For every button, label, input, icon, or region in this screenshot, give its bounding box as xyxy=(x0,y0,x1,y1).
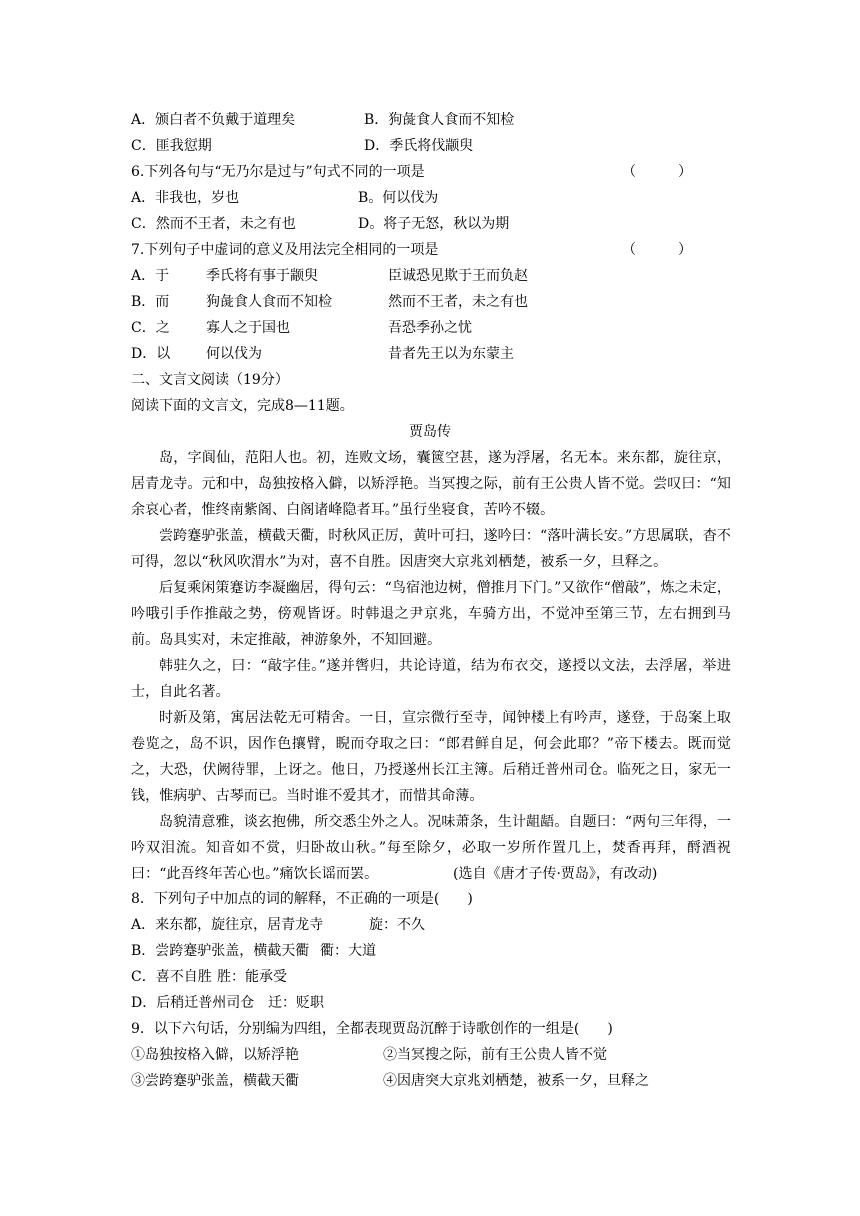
q6-answer-paren: （ ） xyxy=(622,164,692,180)
passage-paragraph-2: 尝跨蹇驴张盖，横截天衢，时秋风正厉，黄叶可扫，遂吟曰：“落叶满长安。”方思属联，杳不可得，忽以“秋风吹渭水”为对，喜不自胜。因唐突大京兆刘栖楚，被系一夕，旦释之。 xyxy=(131,528,731,570)
q6-option-row-1 xyxy=(131,189,439,207)
q6-option-row-2 xyxy=(131,215,510,233)
q7-row-a-label: A．于 xyxy=(131,268,170,284)
q5-option-c: C．匪我愆期 xyxy=(131,138,212,154)
q5-option-d: D．季氏将伐颛臾 xyxy=(364,138,474,154)
q7-row-b-left: 狗彘食人食而不知检 xyxy=(206,294,332,310)
passage-paragraph-3: 后复乘闲策蹇访李凝幽居，得句云：“鸟宿池边树，僧推月下门。”又欲作“僧敲”，炼之未定，吟哦引手作推敲之势，傍观皆讶。时韩退之尹京兆，车骑方出，不觉冲至第三节，左右拥到马前。岛具实对，未定推敲，神游象外，不知回避。 xyxy=(131,580,731,648)
q8-option-b xyxy=(131,942,376,960)
q7-row-b xyxy=(131,293,528,311)
section2-instruction: 阅读下面的文言文，完成8—11题。 xyxy=(131,398,354,414)
q5-option-b: B．狗彘食人食而不知检 xyxy=(364,112,515,128)
q8-option-d-text: D．后稍迁普州司仓 xyxy=(131,995,255,1011)
q9-item-1: ①岛独按格入僻，以矫浮艳 xyxy=(131,1047,299,1063)
q8-stem: 8．下列句子中加点的词的解释，不正确的一项是( ) xyxy=(131,891,473,907)
q7-row-b-right: 然而不王者，未之有也 xyxy=(388,294,528,310)
q8-option-d-gloss: 迁：贬职 xyxy=(268,995,324,1011)
q7-row-d xyxy=(131,345,514,363)
passage-paragraph-6-text: 岛貌清意雅，谈玄抱佛，所交悉尘外之人。况味萧条，生计龃龉。自题曰：“两句三年得，一吟双泪流。知音如不赏，归卧故山秋。”每至除夕，必取一岁所作置几上，焚香再拜，酹酒祝曰：“此吾终年苦心也。”痛饮长谣而罢。 xyxy=(131,814,731,882)
q7-answer-paren: （ ） xyxy=(622,242,692,258)
q6-stem-text: 6.下列各句与“无乃尔是过与”句式不同的一项是 xyxy=(131,164,425,180)
q8-option-c xyxy=(131,968,287,986)
q7-stem-text: 7.下列句子中虚词的意义及用法完全相同的一项是 xyxy=(131,242,439,258)
q7-row-c-left: 寡人之于国也 xyxy=(206,320,290,336)
q8-option-b-gloss: 衢：大道 xyxy=(320,943,376,959)
q7-row-c xyxy=(131,319,472,337)
q8-option-a-gloss: 旋：不久 xyxy=(369,917,425,933)
q9-items-row-2 xyxy=(131,1072,649,1090)
q6-option-c: C．然而不王者，未之有也 xyxy=(131,216,296,232)
q5-option-row-2 xyxy=(131,137,474,155)
q9-stem: 9．以下六句话，分别编为四组，全都表现贾岛沉醉于诗歌创作的一组是( ) xyxy=(131,1021,613,1037)
q7-row-d-right: 昔者先王以为东蒙主 xyxy=(388,346,514,362)
q5-option-a: A．颁白者不负戴于道理矣 xyxy=(131,112,296,128)
q9-item-4: ④因唐突大京兆刘栖楚，被系一夕，旦释之 xyxy=(383,1073,649,1089)
q8-option-d xyxy=(131,994,324,1012)
passage-paragraph-4: 韩驻久之，曰：“敲字佳。”遂并辔归，共论诗道，结为布衣交，遂授以文法，去浮屠，举进士，自此名著。 xyxy=(131,658,731,700)
passage-source: (选自《唐才子传·贾岛》，有改动) xyxy=(453,866,658,882)
q7-row-d-label: D．以 xyxy=(131,346,171,362)
q7-row-a-left: 季氏将有事于颛臾 xyxy=(206,268,318,284)
passage-title: 贾岛传 xyxy=(409,424,451,440)
q9-item-3: ③尝跨蹇驴张盖，横截天衢 xyxy=(131,1073,299,1089)
q6-option-d: D。将子无怒，秋以为期 xyxy=(358,216,510,232)
q7-row-a xyxy=(131,267,528,285)
q6-option-b: B。何以伐为 xyxy=(358,190,439,206)
q9-item-2: ②当冥搜之际，前有王公贵人皆不觉 xyxy=(383,1047,607,1063)
q7-row-d-left: 何以伐为 xyxy=(206,346,262,362)
q8-option-a xyxy=(131,916,425,934)
q6-option-a: A．非我也，岁也 xyxy=(131,190,240,206)
q7-row-c-right: 吾恐季孙之忧 xyxy=(388,320,472,336)
q8-option-c-text: C．喜不自胜 xyxy=(131,969,212,985)
passage-paragraph-5: 时新及第，寓居法乾无可精舍。一日，宣宗微行至寺，闻钟楼上有吟声，遂登，于岛案上取卷览之，岛不识，因作色攘臂，睨而夺取之曰：“郎君鲜自足，何会此耶？”帝下楼去。既而觉之，大恐，伏阙待罪，上讶之。他日，乃授遂州长江主簿。后稍迁普州司仓。临死之日，家无一钱，惟病驴、古琴而已。当时谁不爱其才，而惜其命薄。 xyxy=(131,710,731,804)
q7-stem xyxy=(131,241,438,259)
q7-row-b-label: B．而 xyxy=(131,294,170,310)
q8-option-a-text: A．来东都，旋往京，居青龙寺 xyxy=(131,917,324,933)
q8-option-b-text: B．尝跨蹇驴张盖，横截天衢 xyxy=(131,943,310,959)
q7-row-a-right: 臣诚恐见欺于王而负赵 xyxy=(388,268,528,284)
q7-row-c-label: C．之 xyxy=(131,320,170,336)
q8-option-c-gloss: 胜：能承受 xyxy=(217,969,287,985)
section2-heading: 二、文言文阅读（19分） xyxy=(131,372,289,388)
q9-items-row-1 xyxy=(131,1046,607,1064)
passage-paragraph-1: 岛，字阆仙，范阳人也。初，连败文场，囊篋空甚，遂为浮屠，名无本。来东都，旋往京，居青龙寺。元和中，岛独按格入僻，以矫浮艳。当冥搜之际，前有王公贵人皆不觉。尝叹曰：“知余哀心者，惟终南紫阁、白阁诸峰隐者耳。”虽行坐寝食，苦吟不辍。 xyxy=(131,450,731,518)
q6-stem xyxy=(131,163,425,181)
q5-option-row-1 xyxy=(131,111,515,129)
